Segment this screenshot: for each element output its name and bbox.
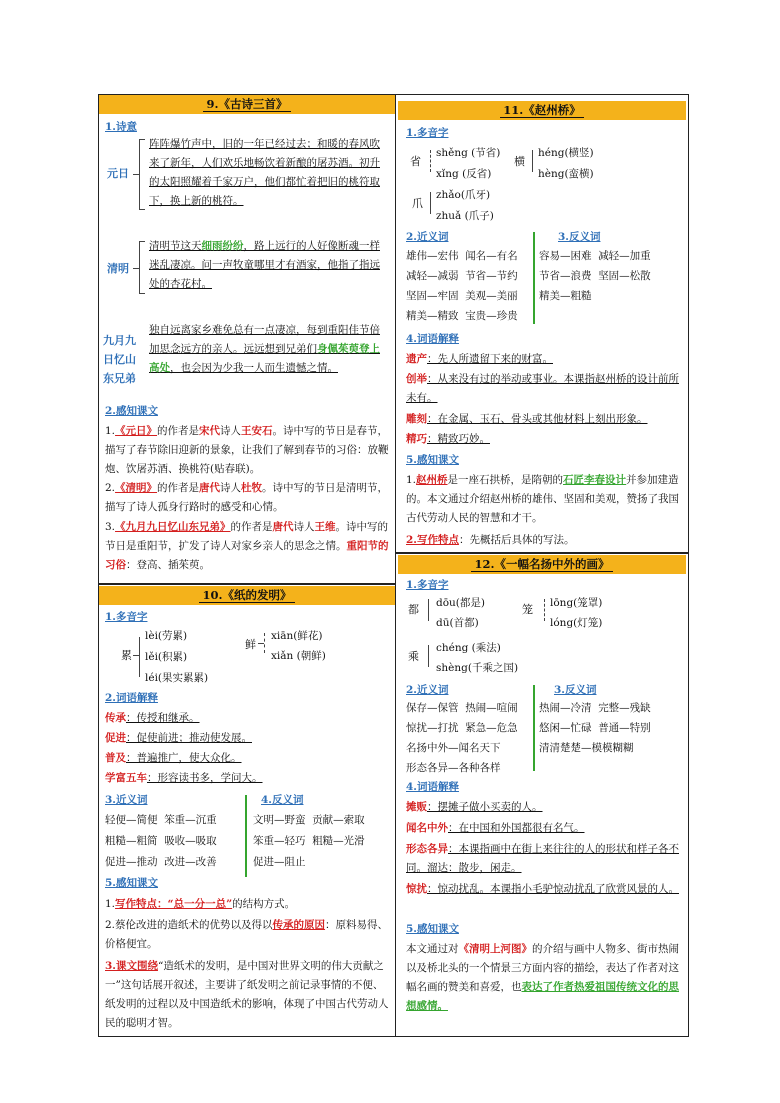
p2-text-b: 诗人 bbox=[220, 482, 242, 494]
zhua-reading-2: zhuǎ (爪子) bbox=[436, 210, 494, 222]
syn-row bbox=[406, 739, 501, 758]
long-reading-2: lóng(灯笼) bbox=[550, 617, 603, 629]
word-definition: ：传授和继承。 bbox=[126, 712, 200, 724]
poem2-text bbox=[149, 237, 389, 294]
k1-number: 1. bbox=[105, 898, 116, 910]
syn-pair: 精美—精致 bbox=[406, 310, 459, 322]
syn-pair: 笨重—沉重 bbox=[164, 814, 217, 826]
p1-title: 《元日》 bbox=[115, 425, 158, 437]
word-term: 摊贩 bbox=[406, 801, 427, 813]
word-definition: ：形容读书多，学问大。 bbox=[147, 772, 263, 784]
word-definition: ：本课指画中在街上来往往的人的形状和样子各不同。溜达：散步，闲走。 bbox=[406, 843, 679, 874]
p3-text-b: 诗人 bbox=[293, 521, 315, 533]
lesson11-title: 11.《赵州桥》 bbox=[500, 103, 584, 118]
brace-tick bbox=[139, 139, 145, 140]
lesson11-word3 bbox=[406, 410, 648, 429]
syn-pair: 保存—保管 bbox=[406, 702, 459, 714]
syn-row bbox=[406, 287, 518, 306]
lesson10-section-polyphonic: 1.多音字 bbox=[105, 611, 148, 623]
heng-reading-1: héng(横竖) bbox=[538, 147, 594, 159]
word-term: 遗产 bbox=[406, 353, 427, 365]
lesson11-word2 bbox=[406, 370, 682, 408]
ant-pair: 笨重—轻巧 bbox=[253, 835, 306, 847]
word-term: 学富五车 bbox=[105, 772, 147, 784]
brace-tick bbox=[133, 174, 139, 175]
ant-row bbox=[539, 739, 634, 758]
char-lei: 累 bbox=[121, 649, 132, 662]
brace-tick bbox=[133, 268, 139, 269]
lesson10-header bbox=[99, 586, 395, 605]
k1-text: 的结构方式。 bbox=[232, 898, 296, 910]
lesson11-header bbox=[398, 101, 686, 120]
brace-tick bbox=[258, 643, 264, 644]
brace bbox=[264, 633, 265, 653]
poem3-text bbox=[149, 321, 389, 378]
lesson10-section-perception: 5.感知课文 bbox=[105, 877, 158, 889]
p3-text-a: 的作者是 bbox=[230, 521, 273, 533]
k2-highlight: 传承的原因 bbox=[272, 919, 326, 931]
p2-dynasty: 唐代 bbox=[199, 482, 221, 494]
word-definition: ：普遍推广，使大众化。 bbox=[126, 752, 242, 764]
sheng-reading-1: shěng (节省) bbox=[436, 147, 501, 159]
k3-highlight: 3.课文围绕 bbox=[105, 960, 158, 972]
k1-highlight: 写作特点：“总一分一总” bbox=[115, 898, 233, 910]
ant-pair: 促进—阻止 bbox=[253, 856, 306, 868]
xian-reading-2: xiǎn (朝鲜) bbox=[271, 650, 326, 662]
document-page bbox=[98, 94, 689, 1037]
right-column bbox=[396, 95, 688, 1036]
column-divider bbox=[533, 685, 535, 771]
lesson10-section-synonyms: 3.近义词 bbox=[105, 794, 148, 806]
lesson10-word4 bbox=[105, 769, 263, 788]
syn-pair: 闻名—有名 bbox=[465, 250, 518, 262]
syn-row bbox=[105, 811, 217, 830]
poem2-highlight: 细雨纷纷 bbox=[201, 240, 244, 252]
ant-pair: 热闹—冷清 bbox=[539, 702, 592, 714]
column-divider bbox=[533, 232, 535, 324]
dou-reading-2: dū(首都) bbox=[436, 617, 479, 629]
p3-text-d: ：登高、插茱萸。 bbox=[126, 559, 210, 571]
ant-row bbox=[539, 719, 651, 738]
word-term: 形态各异 bbox=[406, 843, 448, 855]
ant-pair: 完整—残缺 bbox=[598, 702, 651, 714]
lesson10-word1 bbox=[105, 709, 200, 728]
word-term: 促进 bbox=[105, 732, 126, 744]
syn-pair: 雄伟—宏伟 bbox=[406, 250, 459, 262]
zhua-reading-1: zhǎo(爪牙) bbox=[436, 189, 491, 201]
k-text-b: 的介绍与画中人物多、街市热闹以及桥北头的一个情景三方面内容的描绘，表达了作者对这幅名画的赞美和喜爱，也 bbox=[406, 943, 679, 993]
p3-number: 3. bbox=[105, 521, 116, 533]
lesson11-word4 bbox=[406, 430, 490, 449]
lesson11-point2 bbox=[406, 531, 574, 550]
syn-pair: 惊扰—打扰 bbox=[406, 722, 459, 734]
ant-row bbox=[253, 832, 365, 851]
dou-reading-1: dōu(都是) bbox=[436, 597, 485, 609]
word-definition: ：在中国和外国都很有名气。 bbox=[448, 822, 585, 834]
syn-row bbox=[406, 307, 518, 326]
word-term: 普及 bbox=[105, 752, 126, 764]
lesson10-point1 bbox=[105, 895, 295, 914]
word-definition: ：摆摊子做小买卖的人。 bbox=[427, 801, 543, 813]
lesson9-title: 9.《古诗三首》 bbox=[203, 97, 290, 112]
k-text-a: 本文通过对 bbox=[406, 943, 459, 955]
divider bbox=[99, 583, 395, 585]
lesson11-section-polyphonic: 1.多音字 bbox=[406, 127, 449, 139]
char-long: 笼 bbox=[522, 603, 533, 616]
divider bbox=[396, 552, 688, 554]
brace bbox=[430, 150, 431, 172]
ant-pair: 容易—困难 bbox=[539, 250, 592, 262]
word-term: 精巧 bbox=[406, 433, 427, 445]
ant-row bbox=[253, 811, 365, 830]
lesson12-section-antonyms: 3.反义词 bbox=[554, 684, 597, 696]
syn-pair: 宝贵—珍贵 bbox=[465, 310, 518, 322]
brace bbox=[428, 645, 429, 667]
lesson9-para2 bbox=[105, 479, 391, 517]
lesson9-section-poem-meaning: 1.诗意 bbox=[105, 121, 137, 133]
lesson11-section-perception: 5.感知课文 bbox=[406, 454, 459, 466]
lesson10-title: 10.《纸的发明》 bbox=[199, 588, 294, 603]
lesson10-point2 bbox=[105, 916, 391, 954]
syn-row bbox=[406, 759, 501, 778]
word-term: 雕刻 bbox=[406, 413, 427, 425]
syn-pair: 促进—推动 bbox=[105, 856, 158, 868]
p1-text-b: 诗人 bbox=[220, 425, 242, 437]
char-xian: 鲜 bbox=[245, 638, 256, 651]
syn-pair: 粗糙—粗简 bbox=[105, 835, 158, 847]
word-definition: ：促使前进；推动使发展。 bbox=[126, 732, 252, 744]
brace bbox=[428, 599, 429, 621]
lesson12-section-polyphonic: 1.多音字 bbox=[406, 579, 449, 591]
ant-pair: 文明—野蛮 bbox=[253, 814, 306, 826]
lesson9-para1 bbox=[105, 422, 391, 479]
p1-number: 1. bbox=[105, 425, 116, 437]
k-highlight: 《清明上河图》 bbox=[458, 943, 532, 955]
lesson11-word1 bbox=[406, 350, 553, 369]
lesson10-section-words: 2.词语解释 bbox=[105, 692, 158, 704]
lesson12-word3 bbox=[406, 840, 682, 878]
syn-row bbox=[105, 832, 217, 851]
brace-tick bbox=[139, 293, 145, 294]
word-term: 创举 bbox=[406, 373, 427, 385]
k2-highlight: 2.写作特点 bbox=[406, 534, 459, 546]
poem2-text-b: ，路上远行的人好像断魂一样迷乱凄凉。问一声牧童哪里才有酒家，他指了指远处的杏花村。 bbox=[149, 240, 380, 290]
lesson11-point1 bbox=[406, 471, 682, 528]
lesson11-section-words: 4.词语解释 bbox=[406, 333, 459, 345]
ant-row bbox=[539, 247, 651, 266]
cheng-reading-2: shèng(千乘之国) bbox=[436, 662, 519, 674]
ant-pair: 坚固—松散 bbox=[598, 270, 651, 282]
k1-text-b: 并参加建造的。本文通过介绍赵州桥的雄伟、坚固和美观，赞扬了我国古代劳动人民的智慧和才干。 bbox=[406, 474, 679, 524]
lei-reading-1: lèi(劳累) bbox=[145, 630, 188, 642]
brace bbox=[430, 192, 431, 214]
p1-text-c: 。诗中写的节日是春节，描写了春节除旧迎新的景象，让我们了解到春节的习俗：放鞭炮、饮屠苏酒、换桃符(贴春联)。 bbox=[105, 425, 389, 475]
long-reading-1: lōng(笼罩) bbox=[550, 597, 603, 609]
k-green-highlight: 表达了作者热爱祖国传统文化的思想感情。 bbox=[406, 981, 679, 1012]
lesson9-header bbox=[99, 95, 395, 114]
brace-tick bbox=[139, 209, 145, 210]
k3-text: “造纸术的发明，是中国对世界文明的伟大贡献之一”这句话展开叙述，主要讲了纸发明之前记录事情的不便、纸发明的过程以及中国造纸术的影响，体现了中国古代劳动人民的聪明才智。 bbox=[105, 960, 389, 1029]
word-definition: ：精致巧妙。 bbox=[427, 433, 490, 445]
word-term: 闻名中外 bbox=[406, 822, 448, 834]
poem1-text: 阵阵爆竹声中，旧的一年已经过去；和暖的春风吹来了新年，人们欢乐地畅饮着新酿的屠苏酒。初升的太阳照耀着千家万户，他们都忙着把旧的桃符取下，换上新的桃符。 bbox=[149, 138, 380, 207]
word-definition: ：在金属、玉石、骨头或其他材料上刻出形象。 bbox=[427, 413, 648, 425]
brace bbox=[139, 139, 140, 209]
lesson10-point3 bbox=[105, 957, 391, 1033]
left-column bbox=[99, 95, 396, 1036]
brace bbox=[139, 241, 140, 293]
lesson9-para3 bbox=[105, 518, 391, 575]
syn-pair: 形态各异—各种各样 bbox=[406, 762, 501, 774]
syn-pair: 轻便—简便 bbox=[105, 814, 158, 826]
syn-pair: 坚固—牢固 bbox=[406, 290, 459, 302]
ant-row bbox=[539, 287, 592, 306]
k1-text-a: 是一座石拱桥，是隋朝的 bbox=[447, 474, 564, 486]
poem3-text-a: 独自远离家乡难免总有一点凄凉，每到重阳佳节倍加思念远方的亲人。远远想到兄弟们 bbox=[149, 324, 380, 355]
cheng-reading-1: chéng (乘法) bbox=[436, 642, 501, 654]
ant-pair: 粗糙—光滑 bbox=[312, 835, 365, 847]
syn-pair: 热闹—喧闹 bbox=[465, 702, 518, 714]
char-heng: 横 bbox=[514, 155, 525, 168]
k1-number: 1. bbox=[406, 474, 417, 486]
poem2-label: 清明 bbox=[107, 262, 129, 275]
word-definition: ：惊动扰乱。本课指小毛驴惊动扰乱了欣赏风景的人。 bbox=[427, 883, 679, 895]
xian-reading-1: xiān(鲜花) bbox=[271, 630, 323, 642]
syn-pair: 名扬中外—闻名天下 bbox=[406, 742, 501, 754]
syn-row bbox=[406, 719, 518, 738]
ant-row bbox=[253, 853, 306, 872]
lesson12-word1 bbox=[406, 798, 543, 817]
syn-row bbox=[105, 853, 217, 872]
p1-text-a: 的作者是 bbox=[157, 425, 200, 437]
k1-green-highlight: 石匠李春设计 bbox=[563, 474, 627, 486]
p2-author: 杜牧 bbox=[241, 482, 263, 494]
char-sheng: 省 bbox=[410, 155, 421, 168]
lesson12-section-synonyms: 2.近义词 bbox=[406, 684, 449, 696]
lei-reading-2: lěi(积累) bbox=[145, 651, 188, 663]
syn-pair: 节省—节约 bbox=[465, 270, 518, 282]
ant-pair: 精美—粗糙 bbox=[539, 290, 592, 302]
sheng-reading-2: xǐng (反省) bbox=[436, 168, 492, 180]
lesson12-section-words: 4.词语解释 bbox=[406, 781, 459, 793]
ant-pair: 贡献—索取 bbox=[312, 814, 365, 826]
p2-text-a: 的作者是 bbox=[157, 482, 200, 494]
poem3-text-b: ，也会因为少我一人而生遗憾之情。 bbox=[170, 362, 338, 374]
k2-text: ：先概括后具体的写法。 bbox=[458, 534, 575, 546]
heng-reading-2: hèng(蛮横) bbox=[538, 168, 594, 180]
lesson11-section-antonyms: 3.反义词 bbox=[558, 231, 601, 243]
ant-pair: 清清楚楚—模模糊糊 bbox=[539, 742, 634, 754]
lesson12-header bbox=[398, 555, 686, 574]
brace bbox=[532, 150, 533, 172]
p3-author: 王维 bbox=[314, 521, 336, 533]
syn-row bbox=[406, 247, 518, 266]
poem3-highlight: 身佩茱萸登上高处 bbox=[149, 343, 380, 374]
char-cheng: 乘 bbox=[408, 650, 419, 663]
brace-tick bbox=[139, 241, 145, 242]
char-dou: 都 bbox=[408, 603, 419, 616]
k1-highlight: 赵州桥 bbox=[416, 474, 448, 486]
word-definition: ：从来没有过的举动或事业。本课指赵州桥的设计前所未有。 bbox=[406, 373, 679, 404]
syn-pair: 紧急—危急 bbox=[465, 722, 518, 734]
ant-pair: 节省—浪费 bbox=[539, 270, 592, 282]
column-divider bbox=[245, 795, 247, 877]
p3-dynasty: 唐代 bbox=[272, 521, 294, 533]
lesson10-word2 bbox=[105, 729, 252, 748]
brace bbox=[544, 599, 545, 621]
p3-text-c: 。诗中写的节日是重阳节，扩发了诗人对家乡亲人的思念之情。 bbox=[105, 521, 389, 552]
ant-pair: 普通—特别 bbox=[598, 722, 651, 734]
p1-author: 王安石 bbox=[241, 425, 273, 437]
ant-pair: 悠闲—忙碌 bbox=[539, 722, 592, 734]
poem2-text-a: 清明节这天 bbox=[149, 240, 202, 252]
word-term: 传承 bbox=[105, 712, 126, 724]
ant-row bbox=[539, 699, 651, 718]
syn-pair: 美观—美丽 bbox=[465, 290, 518, 302]
ant-pair: 减轻—加重 bbox=[598, 250, 651, 262]
lesson12-title: 12.《一幅名扬中外的画》 bbox=[471, 557, 612, 572]
brace-tick bbox=[133, 655, 139, 656]
lei-reading-3: léi(果实累累) bbox=[145, 672, 209, 684]
word-term: 惊扰 bbox=[406, 883, 427, 895]
char-zhua: 爪 bbox=[412, 197, 423, 210]
lesson12-word2 bbox=[406, 819, 585, 838]
lesson10-section-antonyms: 4.反义词 bbox=[261, 794, 304, 806]
p2-text-c: 。诗中写的节日是清明节，描写了诗人孤身行路时的感受和心情。 bbox=[105, 482, 389, 513]
lesson11-section-synonyms: 2.近义词 bbox=[406, 231, 449, 243]
syn-pair: 改进—改善 bbox=[164, 856, 217, 868]
syn-row bbox=[406, 267, 518, 286]
p2-title: 《清明》 bbox=[115, 482, 158, 494]
lesson12-point1 bbox=[406, 940, 682, 1016]
syn-pair: 减轻—减弱 bbox=[406, 270, 459, 282]
syn-pair: 吸收—吸取 bbox=[164, 835, 217, 847]
p3-custom-label: 重阳节的习俗 bbox=[105, 540, 389, 571]
poem3-label: 九月九日忆山东兄弟 bbox=[103, 334, 136, 385]
p2-number: 2. bbox=[105, 482, 116, 494]
lesson10-word3 bbox=[105, 749, 242, 768]
p1-dynasty: 宋代 bbox=[199, 425, 221, 437]
syn-row bbox=[406, 699, 518, 718]
p3-title: 《九月九日忆山东兄弟》 bbox=[115, 521, 231, 533]
k2-text-b: ：原料易得、价格便宜。 bbox=[105, 919, 389, 950]
ant-row bbox=[539, 267, 651, 286]
k2-text-a: 2.蔡伦改进的造纸术的优势以及得以 bbox=[105, 919, 273, 931]
poem1-label: 元日 bbox=[107, 167, 129, 180]
word-definition: ：先人所遗留下来的财富。 bbox=[427, 353, 553, 365]
lesson12-word4 bbox=[406, 880, 682, 899]
lesson9-section-perception: 2.感知课文 bbox=[105, 405, 158, 417]
lesson12-section-perception: 5.感知课文 bbox=[406, 923, 459, 935]
brace bbox=[139, 637, 140, 677]
